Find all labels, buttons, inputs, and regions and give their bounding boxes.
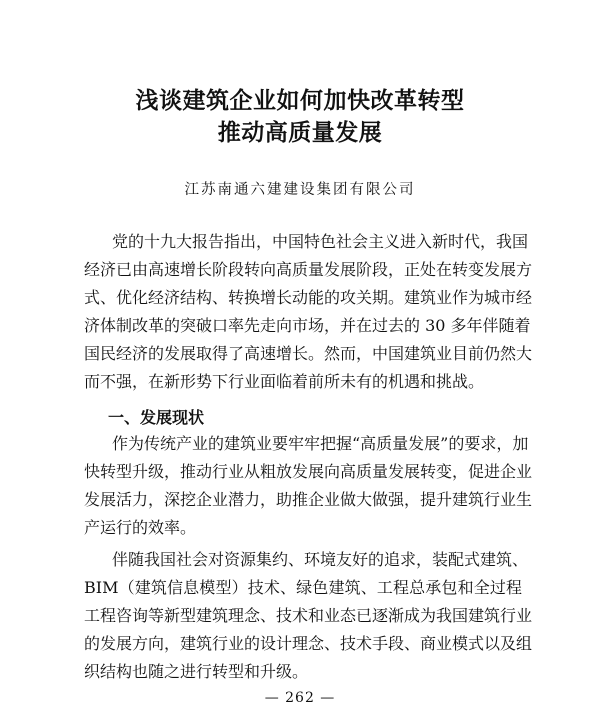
paragraph-3-line: 伴随我国社会对资源集约、环境友好的追求，装配式建筑、 <box>112 550 529 569</box>
paragraph-1-line: 而不强，在新形势下行业面临着前所未有的机遇和挑战。 <box>84 372 485 391</box>
paragraph-1-line: 党的十九大报告指出，中国特色社会主义进入新时代，我国 <box>112 232 529 251</box>
paragraph-2-line: 发展活力，深挖企业潜力，助推企业做大做强，提升建筑行业生 <box>84 490 533 509</box>
paragraph-2-line: 产运行的效率。 <box>84 518 197 537</box>
author: 江苏南通六建建设集团有限公司 <box>184 182 416 198</box>
paragraph-1-line: 国民经济的发展取得了高速增长。然而，中国建筑业目前仍然大 <box>84 344 533 363</box>
title-line-2: 推动高质量发展 <box>217 119 383 146</box>
paragraph-3-line: 的发展方向，建筑行业的设计理念、技术手段、商业模式以及组 <box>84 634 533 653</box>
paragraph-2-line: 作为传统产业的建筑业要牢牢把握“高质量发展”的要求，加 <box>112 434 529 453</box>
paragraph-3-line: 工程咨询等新型建筑理念、技术和业态已逐渐成为我国建筑行业 <box>84 606 533 625</box>
paragraph-1-line: 式、优化经济结构、转换增长动能的攻关期。建筑业作为城市经 <box>84 288 533 307</box>
section-heading: 一、发展现状 <box>108 408 205 427</box>
title-line-1: 浅谈建筑企业如何加快改革转型 <box>135 87 465 114</box>
paragraph-3-line: 织结构也随之进行转型和升级。 <box>84 662 309 681</box>
paragraph-1-line: 济体制改革的突破口率先走向市场，并在过去的 30 多年伴随着 <box>84 316 531 335</box>
page-number: — 262 — <box>264 690 336 706</box>
paragraph-2-line: 快转型升级，推动行业从粗放发展向高质量发展转变，促进企业 <box>84 462 533 481</box>
paragraph-1-line: 经济已由高速增长阶段转向高质量发展阶段，正处在转变发展方 <box>84 260 533 279</box>
paragraph-3-line: BIM（建筑信息模型）技术、绿色建筑、工程总承包和全过程 <box>84 578 522 597</box>
